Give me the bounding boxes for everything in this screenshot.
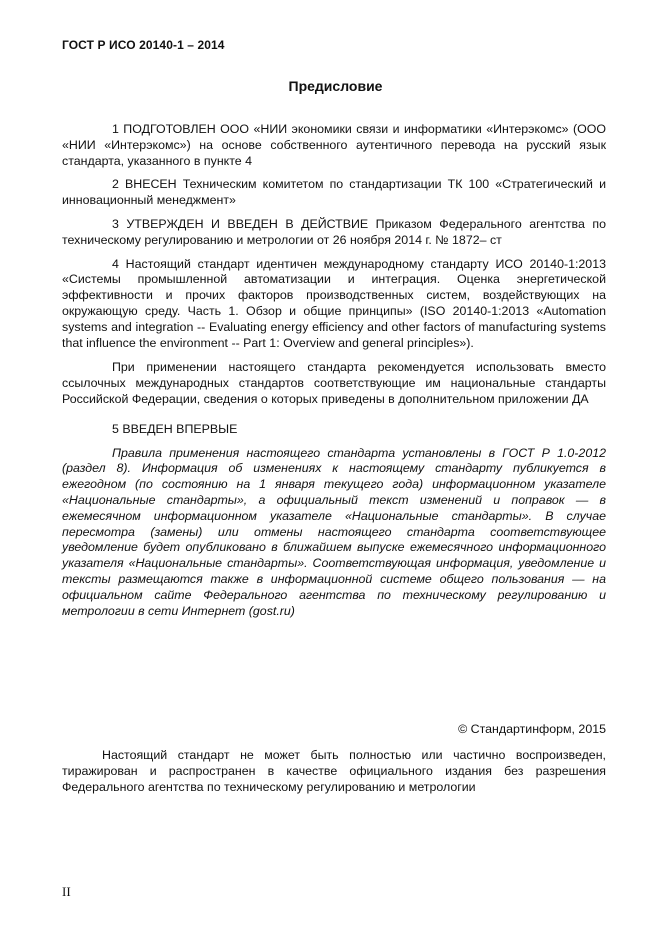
page-title: Предисловие [288, 78, 383, 94]
paragraph-application-note: При применении настоящего стандарта рекомендуется использовать вместо ссылочных международных стандартов соответствующие им национальные стандарты Российской Федерации, сведения о которых приведены в дополнительном приложении ДА [62, 360, 606, 406]
paragraph-identical-standard: 4 Настоящий стандарт идентичен международному стандарту ИСО 20140-1:2013 «Системы промышленной автоматизации и интеграция. Оценка энергетической эффективности и прочих факторов производственных систем, воздействующих на окружающую среду. Часть 1. Обзор и общие принципы» (ISO 20140-1:2013 «Automation systems and integration -- Evaluating energy efficiency and other factors of manufacturing systems that influence the environment -- Part 1: Overview and general principles»). [62, 256, 606, 350]
paragraph-introduced-first: 5 ВВЕДЕН ВПЕРВЫЕ [112, 421, 238, 436]
paragraph-rules-note: Правила применения настоящего стандарта установлены в ГОСТ Р 1.0-2012 (раздел 8). Информация об изменениях к настоящему стандарту публикуется в ежегодном (по состоянию на 1 января текущего года) информационном указателе «Национальные стандарты», а официальный текст изменений и поправок — в ежемесячном информационном указателе «Национальные стандарты». В случае пересмотра (замены) или отмены настоящего стандарта соответствующее уведомление будет опубликовано в ближайшем выпуске ежемесячного информационного указателя «Национальные стандарты». Соответствующая информация, уведомление и тексты размещаются также в информационной системе общего пользования — на официальном сайте Федерального агентства по техническому регулированию и метрологии в сети Интернет (gost.ru) [62, 445, 606, 618]
copyright-line: © Стандартинформ, 2015 [458, 722, 606, 736]
foreword-body [62, 122, 606, 627]
paragraph-prepared-by: 1 ПОДГОТОВЛЕН ООО «НИИ экономики связи и информатики «Интерэкомс» (ООО «НИИ «Интерэкомс») на основе собственного аутентичного перевода на русский язык стандарта, указанного в пункте 4 [62, 122, 606, 168]
reproduction-notice: Настоящий стандарт не может быть полностью или частично воспроизведен, тиражирован и распространен в качестве официального издания без разрешения Федерального агентства по техническому регулированию и метрологии [62, 748, 606, 794]
paragraph-introduced-by: 2 ВНЕСЕН Техническим комитетом по стандартизации ТК 100 «Стратегический и инновационный менеджмент» [62, 177, 606, 208]
document-code-header: ГОСТ Р ИСО 20140-1 – 2014 [62, 38, 225, 52]
paragraph-approved: 3 УТВЕРЖДЕН И ВВЕДЕН В ДЕЙСТВИЕ Приказом Федерального агентства по техническому регулированию и метрологии от 26 ноября 2014 г. № 1872– ст [62, 216, 606, 247]
page-number: II [62, 884, 71, 899]
